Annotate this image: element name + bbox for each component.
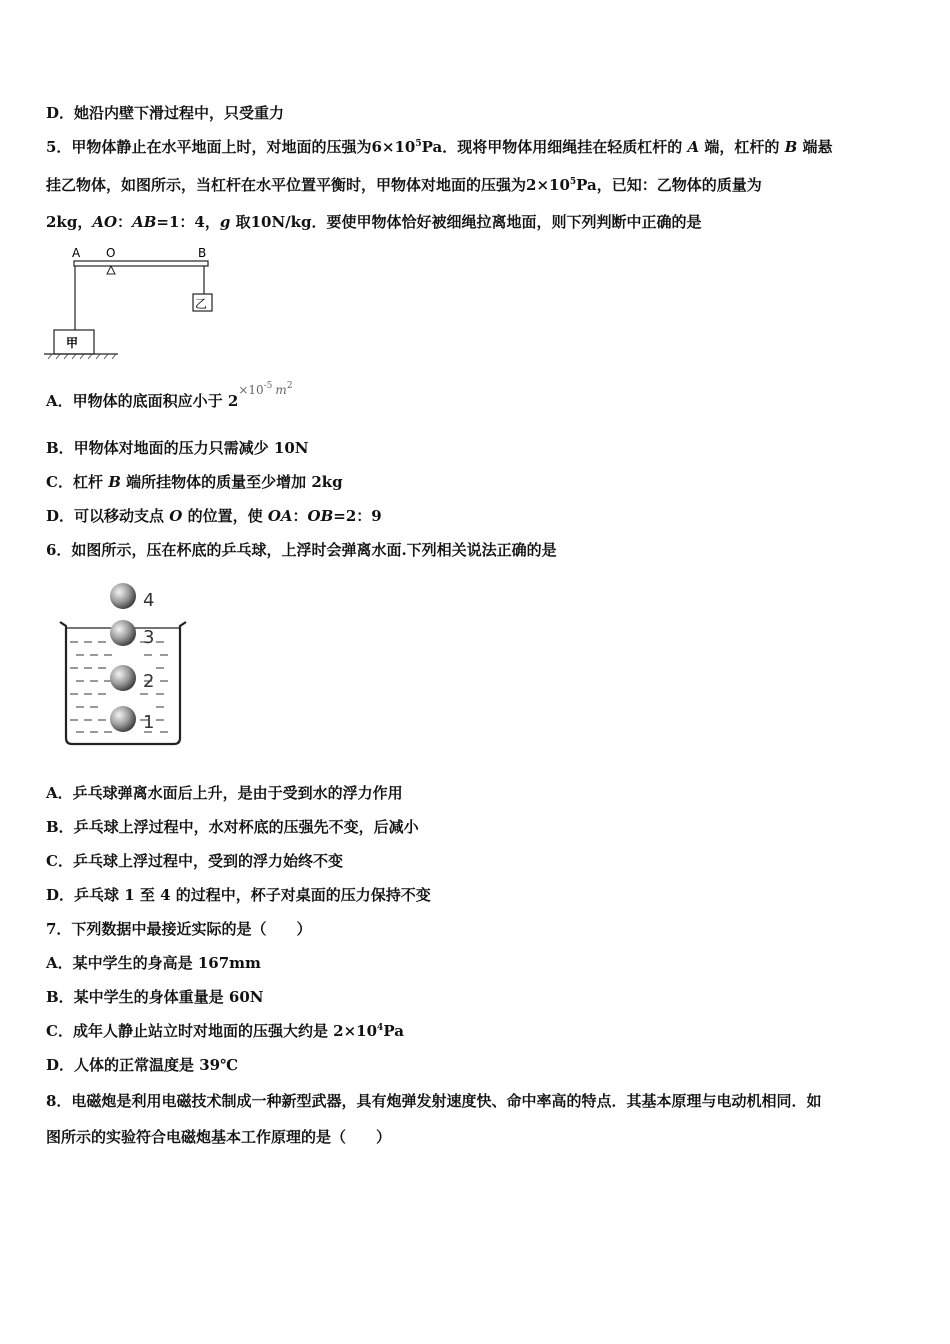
q4-option-d — [46, 103, 284, 123]
ball-1 — [110, 706, 136, 732]
q5-lever-figure — [42, 240, 222, 365]
q6-stem: 6．如图所示，压在杯底的乒乓球，上浮时会弹离水面.下列相关说法正确的是 — [46, 541, 557, 559]
ball-3 — [110, 620, 136, 646]
ball-label-1: 1 — [143, 712, 155, 733]
lever-label-b: B — [198, 246, 207, 260]
q6-option-b: B．乒乓球上浮过程中，水对杯底的压强先不变，后减小 — [46, 818, 419, 836]
fulcrum-icon — [107, 266, 115, 274]
q7-option-d: D．人体的正常温度是 39℃ — [46, 1056, 239, 1074]
lever-label-a: A — [72, 246, 81, 260]
ball-label-2: 2 — [143, 671, 155, 692]
ball-4 — [110, 583, 136, 609]
q5-stem-line-2: 挂乙物体，如图所示，当杠杆在水平位置平衡时，甲物体对地面的压强为$2\times 10^5Pa$，已知：乙物体的质量为 — [46, 176, 762, 194]
ball-2 — [110, 665, 136, 691]
q7-stem: 7．下列数据中最接近实际的是（ ） — [46, 920, 312, 938]
q6-beaker-figure — [56, 578, 196, 750]
ball-label-4: 4 — [143, 590, 155, 611]
q6-option-c: C．乒乓球上浮过程中，受到的浮力始终不变 — [46, 852, 343, 870]
object-jia-label: 甲 — [66, 336, 79, 350]
lever-label-o: O — [106, 246, 116, 260]
ground-hatching — [48, 354, 116, 359]
q6-option-d: D．乒乓球 1 至 4 的过程中，杯子对桌面的压力保持不变 — [46, 886, 431, 904]
object-yi-label: 乙 — [195, 297, 208, 311]
q7-option-c: C．成年人静止站立时对地面的压强大约是 $2\times 10^4Pa$ — [46, 1022, 404, 1040]
lever-bar — [74, 261, 208, 266]
q8-stem-line-1: 8．电磁炮是利用电磁技术制成一种新型武器，具有炮弹发射速度快、命中率高的特点．其基本原理与电动机相同．如 — [46, 1092, 822, 1110]
q5-option-b: B．甲物体对地面的压力只需减少 10N — [46, 439, 309, 457]
q5-stem-line-3: 2kg，AO：AB=1：4，g 取10N/kg．要使甲物体恰好被细绳拉离地面，则下列判断中正确的是 — [46, 213, 702, 231]
ball-label-3: 3 — [143, 627, 155, 648]
q6-option-a: A．乒乓球弹离水面后上升，是由于受到水的浮力作用 — [46, 784, 403, 802]
q7-option-b: B．某中学生的身体重量是 60N — [46, 988, 264, 1006]
q4-option-d-text: D．她沿内壁下滑过程中，只受重力 — [46, 104, 285, 122]
q7-option-a: A．某中学生的身高是 167mm — [46, 954, 261, 972]
q5-option-c: C．杠杆 B 端所挂物体的质量至少增加 2kg — [46, 473, 343, 491]
q5-option-a: A．甲物体的底面积应小于 $2^{\times 10^{-5} m^2}$ — [46, 381, 293, 410]
q8-stem-line-2: 图所示的实验符合电磁炮基本工作原理的是（ ） — [46, 1128, 392, 1146]
q5-stem-line-1: 5．甲物体静止在水平地面上时，对地面的压强为$6\times 10^5Pa$．现将甲物体用细绳挂在轻质杠杆的 A 端，杠杆的 B 端悬 — [46, 138, 833, 156]
q5-option-d: D．可以移动支点 O 的位置，使 OA：OB=2：9 — [46, 507, 382, 525]
